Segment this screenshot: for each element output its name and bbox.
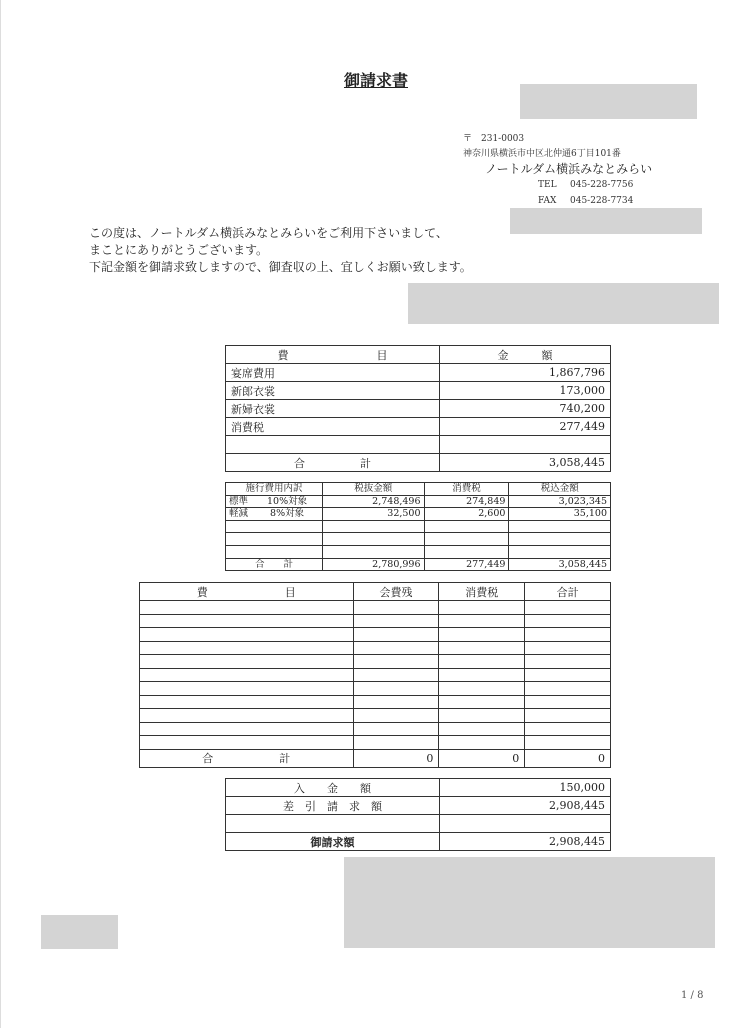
table-row: 軽減 8%対象 32,500 2,600 35,100 <box>226 508 611 521</box>
redacted-block <box>520 84 697 119</box>
table-row: 新郎衣裳 173,000 <box>226 382 611 400</box>
table-row <box>140 628 611 642</box>
tax-breakdown-table <box>225 482 611 571</box>
page-number: 1 / 8 <box>681 990 704 1001</box>
table-row: 入 金 額 150,000 <box>226 779 611 797</box>
table-row <box>226 545 611 558</box>
table-row <box>140 614 611 628</box>
redacted-block <box>510 208 702 234</box>
table-row <box>140 655 611 669</box>
table-row <box>140 601 611 615</box>
payment-table <box>225 778 611 851</box>
total-row: 合 計 0 0 0 <box>140 749 611 767</box>
table-row <box>140 695 611 709</box>
final-amount-row: 御請求額 2,908,445 <box>226 833 611 851</box>
header-row: 費 目 会費残 消費税 合計 <box>140 583 611 601</box>
extra-charges-table <box>139 582 611 768</box>
tel-number: 045-228-7756 <box>570 180 634 190</box>
total-row: 合 計 3,058,445 <box>226 454 611 472</box>
header-row: 施行費用内訳 税抜金額 消費税 税込金額 <box>226 483 611 496</box>
total-row: 合 計 2,780,996 277,449 3,058,445 <box>226 558 611 571</box>
table-row <box>140 641 611 655</box>
table-row <box>226 436 611 454</box>
table-row <box>140 668 611 682</box>
table-row <box>140 722 611 736</box>
table-row <box>226 520 611 533</box>
table-row: 宴席費用 1,867,796 <box>226 364 611 382</box>
postal-code: 〒 231-0003 <box>463 134 525 144</box>
fax-label: FAX <box>538 196 557 206</box>
table-row <box>140 736 611 750</box>
greeting-message: この度は、ノートルダム横浜みなとみらいをご利用下さいまして、 まことにありがとうございます。 下記金額を御請求致しますので、御査収の上、宜しくお願い致します。 <box>89 226 472 274</box>
tel-label: TEL <box>538 180 557 190</box>
table-row: 消費税 277,449 <box>226 418 611 436</box>
table-row: 差 引 請 求 額 2,908,445 <box>226 797 611 815</box>
redacted-block <box>408 283 719 324</box>
table-row: 新婦衣裳 740,200 <box>226 400 611 418</box>
address: 神奈川県横浜市中区北仲通6丁目101番 <box>463 149 621 159</box>
table-row: 標準 10%対象 2,748,496 274,849 3,023,345 <box>226 495 611 508</box>
document-title: 御請求書 <box>343 71 408 90</box>
redacted-block <box>41 915 118 949</box>
table-row <box>226 533 611 546</box>
sender-name: ノートルダム横浜みなとみらい <box>485 162 653 176</box>
table-row <box>140 682 611 696</box>
table-row <box>226 815 611 833</box>
redacted-block <box>344 857 715 948</box>
table-row <box>140 709 611 723</box>
fax-number: 045-228-7734 <box>570 196 634 206</box>
summary-table: 費 目 金 額 宴席費用 1,867,796 新郎衣裳 173,000 新婦衣裳 740,200 消費税 277,449 合 計 3,058,445 <box>225 345 611 472</box>
